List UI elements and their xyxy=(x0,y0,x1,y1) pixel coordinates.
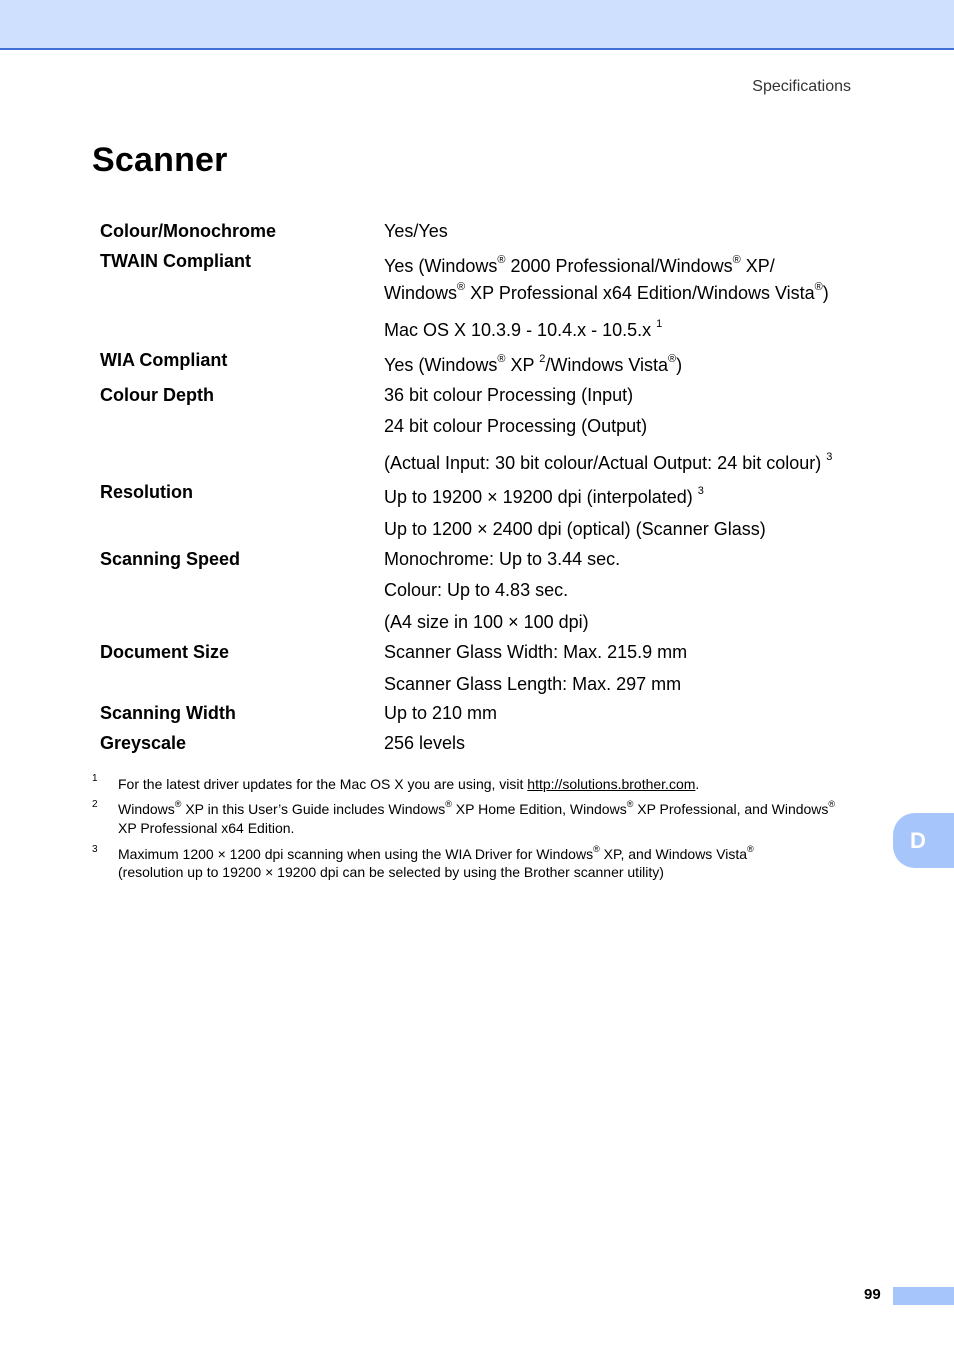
section-header: Specifications xyxy=(752,78,851,95)
spec-value-twain-line1: Yes (Windows® 2000 Professional/Windows® XP/ xyxy=(384,254,775,276)
spec-label-twain: TWAIN Compliant xyxy=(100,251,251,271)
spec-value-scanning-width: Up to 210 mm xyxy=(384,703,498,723)
footnote-1: For the latest driver updates for the Mac OS X you are using, visit http://solutions.brother.com. xyxy=(118,776,700,792)
page-number: 99 xyxy=(864,1286,881,1303)
spec-label-scanning-width: Scanning Width xyxy=(100,703,236,723)
footnote-3-line1: Maximum 1200 × 1200 dpi scanning when using the WIA Driver for Windows® XP, and Windows Vista® xyxy=(118,844,754,862)
spec-label-colour-depth: Colour Depth xyxy=(100,385,214,405)
spec-value-speed-line1: Monochrome: Up to 3.44 sec. xyxy=(384,549,621,569)
spec-value-greyscale: 256 levels xyxy=(384,733,466,753)
footnote-ref-2: 2 xyxy=(539,353,546,365)
spec-value-resolution-line1: Up to 19200 × 19200 dpi (interpolated) $^3$ xyxy=(384,485,704,507)
spec-value-colour-depth-line1: 36 bit colour Processing (Input) xyxy=(384,385,634,405)
footnote-3-line2: (resolution up to 19200 × 19200 dpi can be selected by using the Brother scanner utility) xyxy=(118,864,664,880)
spec-label-resolution: Resolution xyxy=(100,482,193,502)
spec-value-twain-line3: Mac OS X 10.3.9 - 10.4.x - 10.5.x $^1$ xyxy=(384,318,663,340)
spec-value-speed-line3: (A4 size in 100 × 100 dpi) xyxy=(384,612,589,632)
spec-value-twain-line2: Windows® XP Professional x64 Edition/Windows Vista®) xyxy=(384,281,829,303)
spec-label-document-size: Document Size xyxy=(100,642,230,662)
spec-label-greyscale: Greyscale xyxy=(100,733,187,753)
chapter-tab-letter: D xyxy=(910,827,926,853)
footnote-ref-3: 3 xyxy=(697,485,704,497)
footnote-number-2: 2 xyxy=(92,799,98,810)
footnote-ref-1: 1 xyxy=(656,318,663,330)
page-number-bar xyxy=(893,1287,954,1305)
spec-value-colour-monochrome: Yes/Yes xyxy=(384,221,448,241)
page-title: Scanner xyxy=(92,141,228,179)
spec-value-resolution-line2: Up to 1200 × 2400 dpi (optical) (Scanner Glass) xyxy=(384,519,766,539)
top-header-band xyxy=(0,0,954,50)
spec-value-wia: Yes (Windows® XP $^2$/Windows Vista®) xyxy=(384,353,683,375)
chapter-tab-d xyxy=(893,813,954,868)
solutions-link[interactable]: http://solutions.brother.com xyxy=(527,776,696,792)
footnote-2-line2: XP Professional x64 Edition. xyxy=(118,820,295,836)
spec-value-colour-depth-line3: (Actual Input: 30 bit colour/Actual Output: 24 bit colour) $^3$ xyxy=(384,451,833,473)
spec-value-colour-depth-line2: 24 bit colour Processing (Output) xyxy=(384,416,648,436)
footnote-number-1: 1 xyxy=(92,773,98,784)
footnote-2-line1: Windows® XP in this User’s Guide includes Windows® XP Home Edition, Windows® XP Professional, and Windows® xyxy=(118,799,836,817)
footnote-number-3: 3 xyxy=(92,844,98,855)
spec-label-colour-monochrome: Colour/Monochrome xyxy=(100,221,276,241)
spec-value-speed-line2: Colour: Up to 4.83 sec. xyxy=(384,580,569,600)
spec-value-doc-size-line1: Scanner Glass Width: Max. 215.9 mm xyxy=(384,642,688,662)
spec-label-scanning-speed: Scanning Speed xyxy=(100,549,241,569)
spec-value-doc-size-line2: Scanner Glass Length: Max. 297 mm xyxy=(384,674,682,694)
footnote-ref-3: 3 xyxy=(826,451,833,463)
spec-label-wia: WIA Compliant xyxy=(100,350,228,370)
